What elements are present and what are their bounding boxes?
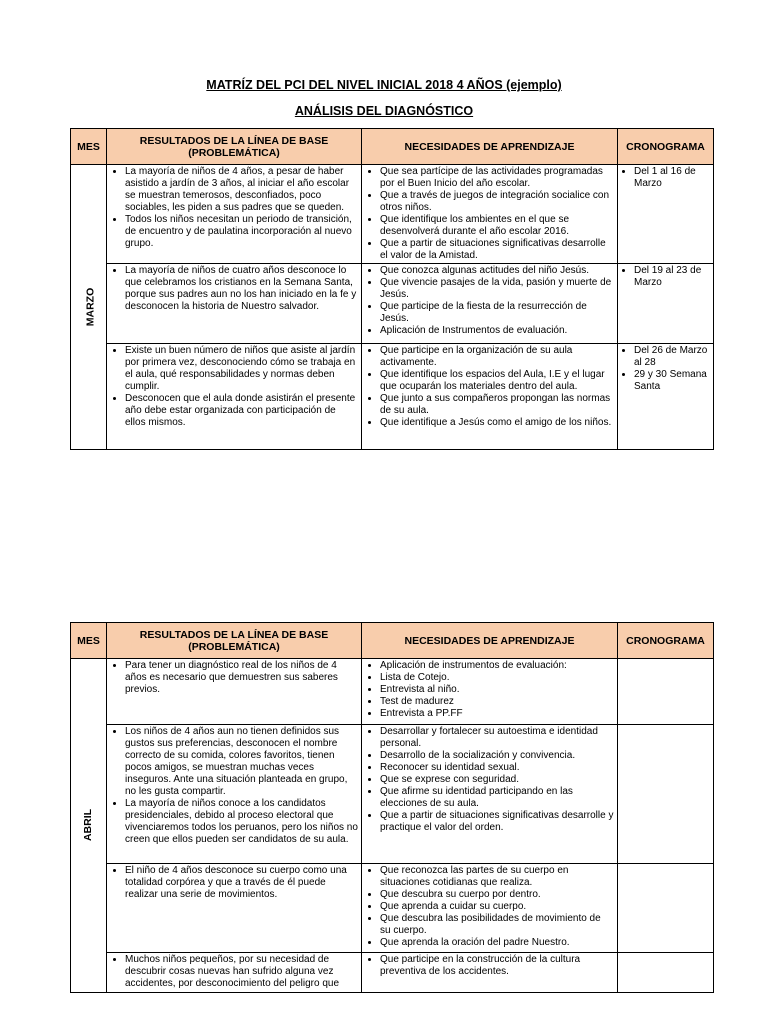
list-item: • Del 19 al 23 de Marzo bbox=[634, 265, 710, 289]
resultados-cell bbox=[107, 659, 362, 725]
necesidades-cell bbox=[362, 264, 618, 344]
header-mes: MES bbox=[71, 129, 107, 165]
cronograma-cell bbox=[618, 953, 714, 993]
list-item: • La mayoría de niños de cuatro años desconoce lo que celebramos los cristianos en la Semana Santa, porque sus padres aun no los han iniciado en la fe y desconocen la historia de Nuestro salvador. bbox=[125, 265, 358, 313]
list-item: • Que a partir de situaciones significativas desarrolle y practique el valor del orden. bbox=[380, 810, 614, 834]
list-item: • Lista de Cotejo. bbox=[380, 672, 614, 684]
resultados-cell bbox=[107, 264, 362, 344]
resultados-list bbox=[107, 864, 361, 902]
cronograma-cell bbox=[618, 864, 714, 953]
resultados-cell bbox=[107, 725, 362, 864]
cronograma-list bbox=[618, 165, 713, 191]
list-item: • Que aprenda a cuidar su cuerpo. bbox=[380, 901, 614, 913]
resultados-cell bbox=[107, 864, 362, 953]
necesidades-list bbox=[362, 344, 617, 430]
list-item: • Que aprenda la oración del padre Nuestro. bbox=[380, 937, 614, 949]
list-item: • Aplicación de instrumentos de evaluación: bbox=[380, 660, 614, 672]
diagnostico-table-marzo bbox=[70, 128, 714, 450]
list-item: • Que se exprese con seguridad. bbox=[380, 774, 614, 786]
list-item: • Que a través de juegos de integración socialice con otros niños. bbox=[380, 190, 614, 214]
list-item: • Aplicación de Instrumentos de evaluación. bbox=[380, 325, 614, 337]
list-item: • Que identifique los ambientes en el que se desenvolverá durante el año escolar 2016. bbox=[380, 214, 614, 238]
list-item: • Desarrollar y fortalecer su autoestima e identidad personal. bbox=[380, 726, 614, 750]
month-cell bbox=[71, 659, 107, 993]
header-necesidades: NECESIDADES DE APRENDIZAJE bbox=[362, 129, 618, 165]
cronograma-list bbox=[618, 264, 713, 290]
resultados-list bbox=[107, 725, 361, 847]
list-item: • Test de madurez bbox=[380, 696, 614, 708]
table-row bbox=[71, 864, 714, 953]
header-cronograma: CRONOGRAMA bbox=[618, 623, 714, 659]
necesidades-list bbox=[362, 165, 617, 263]
list-item: • Que conozca algunas actitudes del niño Jesús. bbox=[380, 265, 614, 277]
list-item: • Muchos niños pequeños, por su necesidad de descubrir cosas nuevas han sufrido alguna vez accidentes, por desconocimiento del peligro que bbox=[125, 954, 358, 990]
list-item: • Los niños de 4 años aun no tienen definidos sus gustos sus preferencias, desconocen el nombre correcto de su comida, colores favoritos, tienen pocos amigos, se muestran muchas veces inseguros. Ante una situación planteada en grupo, no les gusta compartir. bbox=[125, 726, 358, 798]
list-item: • Que descubra las posibilidades de movimiento de su cuerpo. bbox=[380, 913, 614, 937]
resultados-list bbox=[107, 165, 361, 251]
necesidades-list bbox=[362, 953, 617, 979]
list-item: • Que reconozca las partes de su cuerpo en situaciones cotidianas que realiza. bbox=[380, 865, 614, 889]
necesidades-cell bbox=[362, 165, 618, 264]
cronograma-cell bbox=[618, 344, 714, 450]
header-resultados: RESULTADOS DE LA LÍNEA DE BASE (PROBLEMÁTICA) bbox=[107, 129, 362, 165]
necesidades-cell bbox=[362, 953, 618, 993]
month-cell bbox=[71, 165, 107, 450]
necesidades-cell bbox=[362, 344, 618, 450]
necesidades-list bbox=[362, 659, 617, 721]
list-item: • Para tener un diagnóstico real de los niños de 4 años es necesario que demuestren sus saberes previos. bbox=[125, 660, 358, 696]
table-row bbox=[71, 344, 714, 450]
header-mes: MES bbox=[71, 623, 107, 659]
cronograma-list bbox=[618, 344, 713, 394]
list-item: • Que descubra su cuerpo por dentro. bbox=[380, 889, 614, 901]
list-item: • La mayoría de niños conoce a los candidatos presidenciales, debido al proceso electoral que vivenciaremos todos los peruanos, pero los niños no creen que ellos pueden ser candidatos de su aula. bbox=[125, 798, 358, 846]
resultados-list bbox=[107, 659, 361, 697]
document-subtitle: ANÁLISIS DEL DIAGNÓSTICO bbox=[294, 104, 474, 118]
list-item: • Existe un buen número de niños que asiste al jardín por primera vez, desconociendo cómo se trabaja en el aula, qué responsabilidades y normas deben cumplir. bbox=[125, 345, 358, 393]
resultados-list bbox=[107, 264, 361, 314]
header-necesidades: NECESIDADES DE APRENDIZAJE bbox=[362, 623, 618, 659]
resultados-list bbox=[107, 953, 361, 991]
list-item: • Todos los niños necesitan un periodo de transición, de encuentro y de paulatina incorporación al nuevo grupo. bbox=[125, 214, 358, 250]
document-title: MATRÍZ DEL PCI DEL NIVEL INICIAL 2018 4 AÑOS (ejemplo) bbox=[206, 78, 562, 92]
header-resultados: RESULTADOS DE LA LÍNEA DE BASE (PROBLEMÁTICA) bbox=[107, 623, 362, 659]
list-item: • Que participe en la construcción de la cultura preventiva de los accidentes. bbox=[380, 954, 614, 978]
header-cronograma: CRONOGRAMA bbox=[618, 129, 714, 165]
list-item: • Del 26 de Marzo al 28 bbox=[634, 345, 710, 369]
cronograma-cell bbox=[618, 264, 714, 344]
resultados-list bbox=[107, 344, 361, 430]
list-item: • La mayoría de niños de 4 años, a pesar de haber asistido a jardín de 3 años, al iniciar el año escolar se muestran temerosos, desconfiados, poco sociables, les piden a sus padres que se queden. bbox=[125, 166, 358, 214]
necesidades-cell bbox=[362, 864, 618, 953]
resultados-cell bbox=[107, 344, 362, 450]
list-item: • Que identifique a Jesús como el amigo de los niños. bbox=[380, 417, 614, 429]
list-item: • Del 1 al 16 de Marzo bbox=[634, 166, 710, 190]
necesidades-list bbox=[362, 864, 617, 950]
list-item: • Que sea partícipe de las actividades programadas por el Buen Inicio del año escolar. bbox=[380, 166, 614, 190]
list-item: • Que vivencie pasajes de la vida, pasión y muerte de Jesús. bbox=[380, 277, 614, 301]
list-item: • Desarrollo de la socialización y convivencia. bbox=[380, 750, 614, 762]
necesidades-list bbox=[362, 264, 617, 338]
table-row bbox=[71, 953, 714, 993]
list-item: • Entrevista al niño. bbox=[380, 684, 614, 696]
table-row bbox=[71, 165, 714, 264]
resultados-cell bbox=[107, 165, 362, 264]
list-item: • Que participe en la organización de su aula activamente. bbox=[380, 345, 614, 369]
cronograma-cell bbox=[618, 659, 714, 725]
list-item: • Que a partir de situaciones significativas desarrolle el valor de la Amistad. bbox=[380, 238, 614, 262]
necesidades-cell bbox=[362, 659, 618, 725]
table-row bbox=[71, 725, 714, 864]
month-label: ABRIL bbox=[82, 808, 95, 842]
month-label: MARZO bbox=[84, 287, 97, 326]
list-item: • Desconocen que el aula donde asistirán el presente año debe estar organizada con participación de ellos mismos. bbox=[125, 393, 358, 429]
necesidades-list bbox=[362, 725, 617, 835]
list-item: • 29 y 30 Semana Santa bbox=[634, 369, 710, 393]
list-item: • El niño de 4 años desconoce su cuerpo como una totalidad corpórea y que a través de él puede realizar una serie de movimientos. bbox=[125, 865, 358, 901]
list-item: • Que afirme su identidad participando en las elecciones de su aula. bbox=[380, 786, 614, 810]
list-item: • Reconocer su identidad sexual. bbox=[380, 762, 614, 774]
diagnostico-table-abril bbox=[70, 622, 714, 993]
cronograma-cell bbox=[618, 165, 714, 264]
cronograma-cell bbox=[618, 725, 714, 864]
resultados-cell bbox=[107, 953, 362, 993]
table-row bbox=[71, 659, 714, 725]
necesidades-cell bbox=[362, 725, 618, 864]
list-item: • Entrevista a PP.FF bbox=[380, 708, 614, 720]
list-item: • Que participe de la fiesta de la resurrección de Jesús. bbox=[380, 301, 614, 325]
list-item: • Que junto a sus compañeros propongan las normas de su aula. bbox=[380, 393, 614, 417]
table-row bbox=[71, 264, 714, 344]
list-item: • Que identifique los espacios del Aula, I.E y el lugar que ocuparán los materiales dentro del aula. bbox=[380, 369, 614, 393]
